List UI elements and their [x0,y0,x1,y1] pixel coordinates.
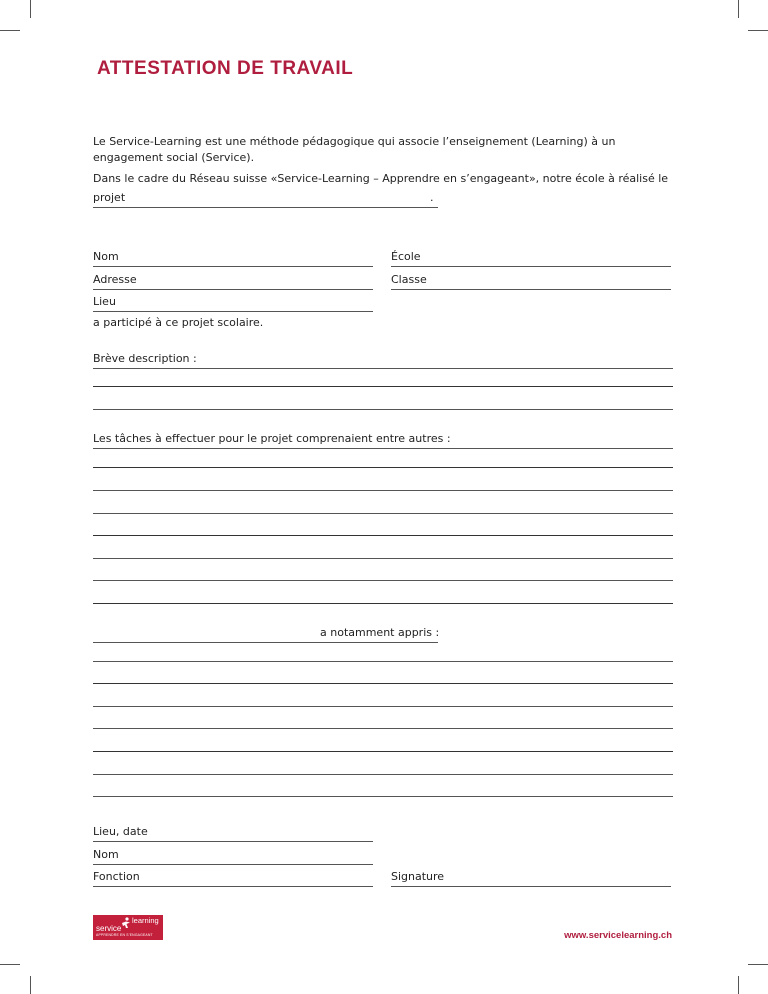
crop-mark [30,976,31,994]
ecole-field[interactable] [391,266,671,267]
learned-line[interactable] [93,683,673,684]
adresse-field[interactable] [93,289,373,290]
lieu-field[interactable] [93,311,373,312]
participation-text: a participé à ce projet scolaire. [93,316,264,329]
nom-label: Nom [93,250,119,263]
logo-word-service: service [96,924,122,933]
website-link[interactable]: www.servicelearning.ch [564,930,672,941]
service-learning-logo [93,915,163,940]
fonction-field[interactable] [93,886,373,887]
intro-text: Le Service-Learning est une méthode pédagogique qui associe l’enseignement (Learning) à un engagement social (Service). [93,135,616,164]
ecole-label: École [391,250,421,263]
signer-nom-field[interactable] [93,864,373,865]
learned-line[interactable] [93,728,673,729]
crop-mark [0,30,20,31]
tasks-line[interactable] [93,580,673,581]
learned-line[interactable] [93,774,673,775]
learned-label: a notamment appris : [320,626,440,639]
lieu-label: Lieu [93,295,116,308]
learned-line[interactable] [93,661,673,662]
projet-label: projet [93,191,126,204]
tasks-line[interactable] [93,535,673,536]
crop-mark [30,0,31,18]
logo-word-learning: learning [132,916,159,925]
lieu-date-field[interactable] [93,841,373,842]
tasks-line[interactable] [93,513,673,514]
description-label: Brève description : [93,352,197,365]
learned-name-field[interactable] [93,642,438,643]
classe-field[interactable] [391,289,671,290]
learned-line[interactable] [93,706,673,707]
tasks-label: Les tâches à effectuer pour le projet comprenaient entre autres : [93,432,451,445]
tasks-line[interactable] [93,467,673,468]
projet-period: . [430,191,434,204]
tasks-line[interactable] [93,490,673,491]
crop-mark [0,964,20,965]
description-line[interactable] [93,409,673,410]
signer-nom-label: Nom [93,848,119,861]
signature-field[interactable] [391,886,671,887]
lieu-date-label: Lieu, date [93,825,148,838]
adresse-label: Adresse [93,273,137,286]
projet-field[interactable] [93,207,438,208]
learned-line[interactable] [93,796,673,797]
crop-mark [748,964,768,965]
crop-mark [738,976,739,994]
page-title: ATTESTATION DE TRAVAIL [97,58,354,79]
context-text: Dans le cadre du Réseau suisse «Service-Learning – Apprendre en s’engageant», notre école à réalisé le [93,172,669,185]
fonction-label: Fonction [93,870,140,883]
logo-tagline: APPRENDRE EN S’ENGAGEANT [96,933,153,937]
crop-mark [748,30,768,31]
signature-label: Signature [391,870,445,883]
logo-figure-icon [121,917,131,929]
tasks-line[interactable] [93,603,673,604]
description-line[interactable] [93,386,673,387]
tasks-line[interactable] [93,558,673,559]
crop-mark [738,0,739,18]
nom-field[interactable] [93,266,373,267]
description-line[interactable] [93,368,673,369]
learned-line[interactable] [93,751,673,752]
classe-label: Classe [391,273,427,286]
tasks-line[interactable] [93,448,673,449]
